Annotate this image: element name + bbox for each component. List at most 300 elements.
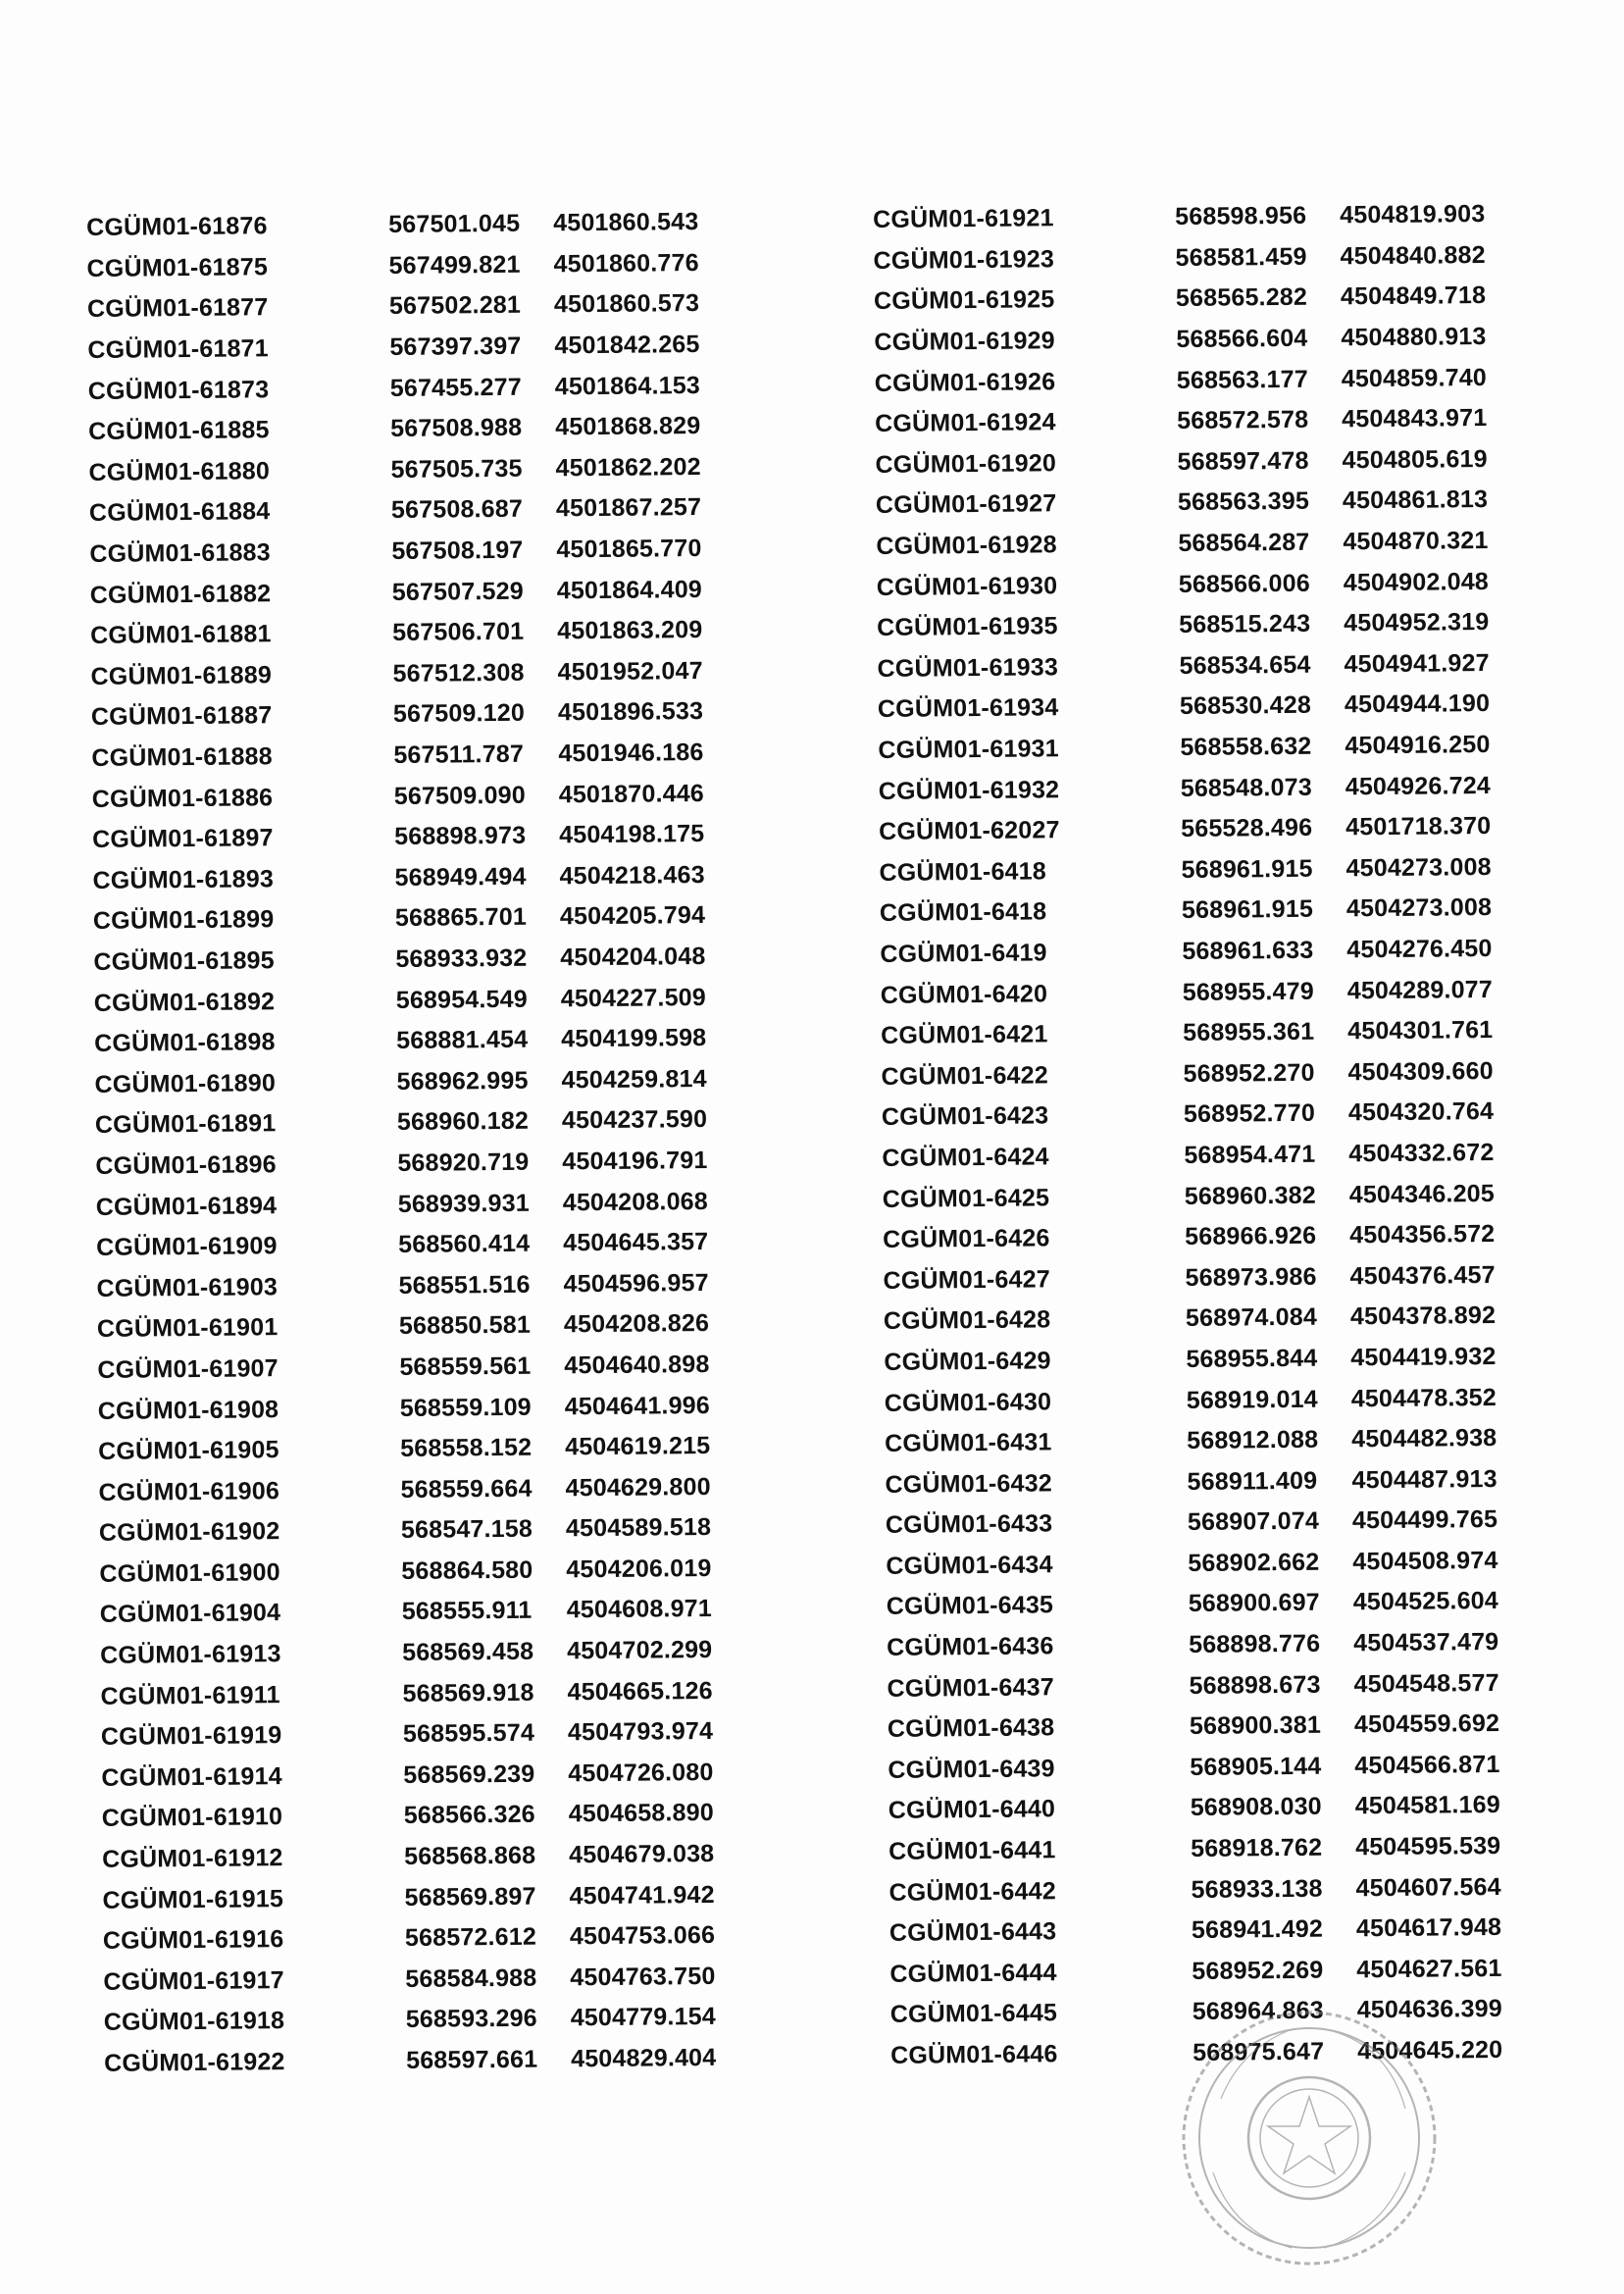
point-id-cell: CGÜM01-61923	[873, 245, 1055, 275]
x-coordinate-cell: 568566.604	[1176, 324, 1308, 354]
point-id-cell: CGÜM01-6431	[885, 1428, 1052, 1458]
point-id-cell: CGÜM01-61922	[104, 2048, 285, 2077]
point-id-cell: CGÜM01-6419	[880, 939, 1047, 968]
x-coordinate-cell: 568597.478	[1177, 446, 1309, 476]
x-coordinate-cell: 568551.516	[398, 1270, 531, 1300]
table-row	[873, 234, 1506, 281]
y-coordinate-cell: 4504273.008	[1345, 852, 1492, 883]
point-id-cell: CGÜM01-61918	[103, 2007, 285, 2037]
table-row	[876, 480, 1509, 527]
y-coordinate-cell: 4501946.186	[558, 738, 704, 768]
table-row	[97, 1344, 731, 1391]
y-coordinate-cell: 4504916.250	[1345, 730, 1491, 760]
table-row	[888, 1866, 1522, 1913]
table-row	[888, 1744, 1521, 1791]
y-coordinate-cell: 4504259.814	[561, 1064, 707, 1095]
x-coordinate-cell: 568581.459	[1175, 242, 1307, 272]
point-id-cell: CGÜM01-6437	[887, 1672, 1055, 1703]
y-coordinate-cell: 4504196.791	[562, 1146, 708, 1176]
y-coordinate-cell: 4504376.457	[1349, 1260, 1496, 1291]
y-coordinate-cell: 4501870.446	[558, 779, 705, 809]
x-coordinate-cell: 568961.915	[1181, 854, 1313, 884]
table-row	[102, 1874, 736, 1921]
y-coordinate-cell: 4504859.740	[1341, 363, 1488, 393]
point-id-cell: CGÜM01-6439	[888, 1755, 1055, 1784]
point-id-cell: CGÜM01-6440	[888, 1795, 1056, 1825]
x-coordinate-cell: 568952.770	[1183, 1099, 1316, 1129]
point-id-cell: CGÜM01-61892	[93, 987, 276, 1017]
y-coordinate-cell: 4504763.750	[570, 1962, 716, 1992]
table-row	[96, 1222, 730, 1269]
x-coordinate-cell: 568973.986	[1185, 1262, 1317, 1292]
y-coordinate-cell: 4504627.561	[1356, 1954, 1502, 1984]
table-row	[104, 2037, 737, 2084]
table-row	[87, 325, 721, 372]
table-row	[86, 242, 720, 289]
y-coordinate-cell: 4504309.660	[1347, 1056, 1494, 1087]
x-coordinate-cell: 568907.074	[1187, 1506, 1320, 1537]
x-coordinate-cell: 568865.701	[394, 903, 528, 933]
table-row	[884, 1336, 1517, 1383]
y-coordinate-cell: 4504237.590	[561, 1105, 708, 1135]
table-row	[93, 895, 727, 943]
coordinate-table-right	[873, 194, 1524, 2076]
point-id-cell: CGÜM01-6430	[884, 1387, 1052, 1417]
x-coordinate-cell: 567508.687	[390, 495, 524, 525]
x-coordinate-cell: 567511.787	[393, 739, 525, 770]
table-row	[889, 1908, 1523, 1955]
x-coordinate-cell: 568572.578	[1177, 406, 1309, 435]
table-row	[102, 1793, 736, 1840]
table-row	[90, 569, 724, 616]
table-row	[887, 1581, 1520, 1628]
y-coordinate-cell: 4504199.598	[561, 1024, 707, 1053]
table-row	[874, 317, 1507, 364]
y-coordinate-cell: 4501865.770	[556, 535, 702, 564]
x-coordinate-cell: 568960.382	[1184, 1181, 1316, 1210]
point-id-cell: CGÜM01-6443	[888, 1917, 1057, 1948]
official-seal-icon	[1162, 1991, 1456, 2285]
y-coordinate-cell: 4501860.776	[553, 248, 699, 279]
x-coordinate-cell: 568949.494	[394, 862, 527, 892]
x-coordinate-cell: 568939.931	[397, 1189, 530, 1218]
table-row	[881, 1050, 1514, 1097]
table-row	[92, 814, 726, 861]
point-id-cell: CGÜM01-61912	[102, 1844, 283, 1873]
x-coordinate-cell: 568555.911	[401, 1597, 533, 1626]
y-coordinate-cell: 4501860.543	[553, 208, 699, 237]
y-coordinate-cell: 4501864.153	[554, 371, 701, 401]
point-id-cell: CGÜM01-6446	[890, 2040, 1058, 2069]
table-row	[888, 1785, 1522, 1832]
y-coordinate-cell: 4504548.577	[1353, 1668, 1499, 1699]
x-coordinate-cell: 568933.932	[395, 943, 528, 973]
y-coordinate-cell: 4504829.404	[571, 2043, 717, 2073]
y-coordinate-cell: 4504487.913	[1351, 1464, 1497, 1495]
point-id-cell: CGÜM01-61926	[874, 367, 1056, 397]
x-coordinate-cell: 568900.381	[1189, 1710, 1322, 1741]
table-row	[883, 1254, 1516, 1301]
table-row	[91, 691, 725, 739]
y-coordinate-cell: 4504205.794	[559, 901, 706, 931]
table-row	[886, 1500, 1519, 1547]
x-coordinate-cell: 568515.243	[1179, 609, 1311, 639]
y-coordinate-cell: 4504726.080	[568, 1758, 714, 1788]
table-row	[104, 1997, 737, 2044]
y-coordinate-cell: 4504273.008	[1345, 893, 1493, 923]
x-coordinate-cell: 568933.138	[1191, 1874, 1323, 1904]
point-id-cell: CGÜM01-6444	[889, 1959, 1057, 1988]
table-row	[887, 1662, 1520, 1709]
table-row	[878, 724, 1511, 771]
point-id-cell: CGÜM01-61928	[876, 531, 1057, 561]
table-row	[878, 684, 1511, 731]
x-coordinate-cell: 568572.612	[404, 1922, 537, 1953]
point-id-cell: CGÜM01-61899	[92, 905, 275, 936]
table-row	[103, 1956, 736, 2003]
point-id-cell: CGÜM01-6418	[879, 857, 1047, 887]
x-coordinate-cell: 567509.090	[393, 781, 526, 810]
y-coordinate-cell: 4504645.357	[563, 1228, 709, 1257]
table-row	[877, 602, 1510, 649]
table-row	[94, 977, 728, 1024]
point-id-cell: CGÜM01-61931	[878, 735, 1059, 764]
x-coordinate-cell: 567508.197	[391, 535, 524, 566]
x-coordinate-cell: 568584.988	[405, 1963, 537, 1993]
table-row	[96, 1262, 730, 1309]
table-row	[87, 283, 721, 331]
y-coordinate-cell: 4504499.765	[1351, 1505, 1498, 1535]
x-coordinate-cell: 568593.296	[405, 2005, 537, 2034]
point-id-cell: CGÜM01-61921	[873, 204, 1054, 234]
point-id-cell: CGÜM01-61915	[102, 1884, 284, 1914]
point-id-cell: CGÜM01-61925	[873, 285, 1055, 316]
table-row	[103, 1915, 736, 1963]
y-coordinate-cell: 4504619.215	[565, 1432, 711, 1461]
point-id-cell: CGÜM01-6434	[886, 1551, 1053, 1580]
point-id-cell: CGÜM01-61883	[89, 538, 271, 569]
table-row	[875, 438, 1508, 485]
point-id-cell: CGÜM01-61880	[88, 457, 271, 486]
table-row	[879, 846, 1512, 893]
x-coordinate-cell: 568569.458	[402, 1637, 534, 1667]
y-coordinate-cell: 4504206.019	[566, 1554, 712, 1584]
y-coordinate-cell: 4504204.048	[560, 942, 706, 972]
x-coordinate-cell: 568864.580	[401, 1555, 533, 1585]
table-row	[100, 1630, 734, 1677]
x-coordinate-cell: 568568.868	[404, 1841, 536, 1871]
point-id-cell: CGÜM01-61916	[102, 1925, 284, 1956]
point-id-cell: CGÜM01-61889	[90, 661, 273, 690]
x-coordinate-cell: 568530.428	[1179, 691, 1312, 721]
table-row	[102, 1833, 736, 1880]
coordinate-table-left	[86, 202, 737, 2084]
x-coordinate-cell: 568900.697	[1188, 1589, 1320, 1618]
table-row	[98, 1466, 732, 1513]
table-row	[90, 650, 724, 697]
point-id-cell: CGÜM01-6425	[882, 1183, 1050, 1213]
x-coordinate-cell: 568911.409	[1187, 1466, 1318, 1496]
point-id-cell: CGÜM01-61909	[96, 1232, 278, 1262]
x-coordinate-cell: 568961.633	[1182, 936, 1314, 965]
y-coordinate-cell: 4501842.265	[554, 331, 700, 360]
x-coordinate-cell: 568952.269	[1192, 1956, 1324, 1985]
point-id-cell: CGÜM01-6424	[882, 1143, 1049, 1172]
point-id-cell: CGÜM01-61895	[93, 946, 275, 976]
y-coordinate-cell: 4504902.048	[1343, 567, 1490, 597]
table-row	[880, 888, 1513, 935]
y-coordinate-cell: 4504952.319	[1344, 608, 1490, 637]
y-coordinate-cell: 4504559.692	[1353, 1709, 1500, 1739]
x-coordinate-cell: 567507.529	[391, 577, 524, 606]
point-id-cell: CGÜM01-61885	[88, 416, 270, 446]
table-row	[89, 487, 723, 535]
point-id-cell: CGÜM01-61893	[92, 864, 275, 894]
point-id-cell: CGÜM01-6433	[885, 1509, 1053, 1540]
y-coordinate-cell: 4504289.077	[1346, 975, 1494, 1004]
table-row	[884, 1296, 1517, 1343]
y-coordinate-cell: 4504849.718	[1340, 281, 1487, 311]
x-coordinate-cell: 567509.120	[392, 699, 526, 729]
point-id-cell: CGÜM01-61935	[877, 612, 1058, 642]
x-coordinate-cell: 568850.581	[398, 1311, 532, 1341]
table-row	[98, 1426, 732, 1473]
x-coordinate-cell: 568565.282	[1175, 283, 1308, 313]
x-coordinate-cell: 567455.277	[389, 373, 522, 402]
y-coordinate-cell: 4501863.209	[557, 616, 703, 645]
y-coordinate-cell: 4504840.882	[1340, 240, 1486, 271]
y-coordinate-cell: 4504589.518	[565, 1513, 712, 1543]
y-coordinate-cell: 4504658.890	[568, 1799, 715, 1828]
table-row	[96, 1181, 730, 1228]
point-id-cell: CGÜM01-61934	[877, 693, 1059, 724]
point-id-cell: CGÜM01-6423	[881, 1101, 1049, 1132]
x-coordinate-cell: 568908.030	[1190, 1793, 1322, 1822]
point-id-cell: CGÜM01-6441	[888, 1836, 1056, 1865]
y-coordinate-cell: 4504198.175	[559, 820, 705, 849]
x-coordinate-cell: 568974.084	[1185, 1303, 1318, 1333]
x-coordinate-cell: 565528.496	[1181, 813, 1313, 843]
table-row	[89, 529, 723, 576]
point-id-cell: CGÜM01-61930	[876, 571, 1058, 601]
table-row	[93, 936, 727, 983]
x-coordinate-cell: 568941.492	[1191, 1914, 1324, 1945]
y-coordinate-cell: 4504276.450	[1346, 934, 1493, 964]
x-coordinate-cell: 568898.673	[1189, 1670, 1321, 1700]
table-row	[94, 1018, 728, 1065]
table-row	[886, 1540, 1519, 1587]
table-row	[881, 969, 1514, 1016]
point-id-cell: CGÜM01-61924	[875, 408, 1056, 438]
y-coordinate-cell: 4504843.971	[1342, 404, 1488, 433]
table-row	[882, 1092, 1515, 1139]
y-coordinate-cell: 4504645.220	[1357, 2035, 1503, 2065]
y-coordinate-cell: 4504805.619	[1342, 444, 1488, 475]
y-coordinate-cell: 4504378.892	[1349, 1301, 1497, 1331]
table-row	[887, 1622, 1520, 1669]
table-row	[883, 1173, 1516, 1220]
table-row	[98, 1385, 732, 1432]
y-coordinate-cell: 4504665.126	[567, 1676, 713, 1707]
x-coordinate-cell: 568902.662	[1188, 1548, 1320, 1577]
y-coordinate-cell: 4504525.604	[1352, 1587, 1499, 1616]
table-row	[91, 732, 725, 779]
table-row	[99, 1548, 733, 1595]
point-id-cell: CGÜM01-61911	[100, 1680, 280, 1710]
point-id-cell: CGÜM01-61929	[874, 327, 1055, 357]
y-coordinate-cell: 4504508.974	[1352, 1546, 1498, 1576]
x-coordinate-cell: 568961.915	[1181, 895, 1314, 925]
point-id-cell: CGÜM01-61897	[92, 824, 274, 854]
point-id-cell: CGÜM01-6422	[881, 1061, 1049, 1091]
x-coordinate-cell: 568559.664	[400, 1474, 533, 1504]
x-coordinate-cell: 568569.897	[404, 1882, 536, 1912]
table-row	[875, 357, 1508, 404]
y-coordinate-cell: 4501867.257	[555, 493, 702, 523]
table-row	[874, 276, 1507, 323]
x-coordinate-cell: 568898.973	[394, 821, 527, 851]
y-coordinate-cell: 4504753.066	[569, 1921, 716, 1951]
table-row	[86, 202, 720, 249]
y-coordinate-cell: 4504566.871	[1354, 1750, 1500, 1780]
point-id-cell: CGÜM01-61905	[98, 1436, 279, 1466]
y-coordinate-cell: 4504581.169	[1354, 1791, 1501, 1820]
y-coordinate-cell: 4504478.352	[1350, 1383, 1497, 1412]
table-row	[879, 765, 1512, 812]
x-coordinate-cell: 568905.144	[1190, 1752, 1322, 1781]
table-row	[883, 1214, 1516, 1261]
x-coordinate-cell: 568918.762	[1191, 1833, 1323, 1863]
point-id-cell: CGÜM01-6418	[879, 897, 1047, 928]
y-coordinate-cell: 4504819.903	[1340, 200, 1486, 229]
y-coordinate-cell: 4504641.996	[564, 1391, 711, 1420]
x-coordinate-cell: 567501.045	[388, 210, 521, 239]
table-row	[88, 365, 722, 412]
x-coordinate-cell: 568560.414	[398, 1229, 531, 1259]
x-coordinate-cell: 568563.395	[1177, 487, 1310, 517]
point-id-cell: CGÜM01-61886	[91, 783, 274, 813]
point-id-cell: CGÜM01-61902	[98, 1517, 280, 1548]
x-coordinate-cell: 568962.995	[396, 1066, 529, 1096]
y-coordinate-cell: 4504537.479	[1353, 1628, 1499, 1657]
y-coordinate-cell: 4504208.068	[562, 1187, 709, 1216]
x-coordinate-cell: 567502.281	[388, 291, 522, 321]
point-id-cell: CGÜM01-61898	[94, 1028, 276, 1058]
table-row	[879, 806, 1512, 853]
point-id-cell: CGÜM01-61932	[878, 775, 1060, 805]
x-coordinate-cell: 568566.326	[403, 1801, 535, 1830]
point-id-cell: CGÜM01-6429	[884, 1347, 1051, 1376]
point-id-cell: CGÜM01-6427	[883, 1265, 1051, 1295]
y-coordinate-cell: 4504870.321	[1343, 527, 1489, 556]
y-coordinate-cell: 4504218.463	[559, 860, 705, 891]
table-row	[99, 1507, 733, 1555]
point-id-cell: CGÜM01-6442	[888, 1876, 1057, 1907]
x-coordinate-cell: 567512.308	[392, 658, 525, 688]
point-id-cell: CGÜM01-61890	[94, 1068, 277, 1098]
x-coordinate-cell: 567508.988	[390, 414, 523, 443]
point-id-cell: CGÜM01-61908	[97, 1395, 279, 1425]
point-id-cell: CGÜM01-61914	[101, 1762, 282, 1792]
y-coordinate-cell: 4504419.932	[1350, 1342, 1497, 1372]
point-id-cell: CGÜM01-61903	[96, 1272, 279, 1302]
x-coordinate-cell: 568912.088	[1187, 1425, 1319, 1455]
y-coordinate-cell: 4501718.370	[1345, 812, 1492, 841]
table-row	[877, 642, 1510, 689]
y-coordinate-cell: 4501864.409	[556, 575, 703, 605]
table-row	[881, 1010, 1514, 1057]
point-id-cell: CGÜM01-61873	[87, 375, 270, 405]
table-row	[885, 1458, 1518, 1505]
y-coordinate-cell: 4504861.813	[1342, 485, 1489, 515]
table-row	[88, 406, 722, 453]
y-coordinate-cell: 4504679.038	[569, 1839, 715, 1869]
y-coordinate-cell: 4501860.573	[553, 289, 700, 319]
y-coordinate-cell: 4501868.829	[555, 412, 701, 441]
point-id-cell: CGÜM01-6438	[887, 1713, 1055, 1744]
point-id-cell: CGÜM01-61881	[90, 620, 272, 650]
y-coordinate-cell: 4504926.724	[1345, 771, 1492, 801]
point-id-cell: CGÜM01-61907	[97, 1354, 279, 1384]
y-coordinate-cell: 4504332.672	[1348, 1138, 1495, 1168]
y-coordinate-cell: 4504636.399	[1356, 1995, 1503, 2024]
point-id-cell: CGÜM01-6426	[883, 1224, 1050, 1254]
table-row	[889, 1948, 1523, 1995]
point-id-cell: CGÜM01-61877	[86, 293, 269, 324]
x-coordinate-cell: 568955.479	[1182, 977, 1314, 1006]
point-id-cell: CGÜM01-61933	[877, 653, 1059, 683]
x-coordinate-cell: 568954.549	[395, 985, 528, 1014]
point-id-cell: CGÜM01-61896	[95, 1150, 277, 1180]
y-coordinate-cell: 4504607.564	[1355, 1872, 1501, 1902]
y-coordinate-cell: 4501896.533	[557, 697, 704, 727]
table-row	[92, 854, 726, 901]
table-row	[97, 1303, 731, 1351]
point-id-cell: CGÜM01-61920	[875, 449, 1057, 479]
x-coordinate-cell: 568966.926	[1185, 1221, 1317, 1251]
y-coordinate-cell: 4501862.202	[555, 452, 701, 483]
x-coordinate-cell: 568548.073	[1180, 773, 1312, 802]
y-coordinate-cell: 4504595.539	[1355, 1831, 1501, 1861]
table-row	[876, 521, 1509, 568]
point-id-cell: CGÜM01-6445	[889, 1999, 1058, 2029]
y-coordinate-cell: 4504208.826	[563, 1309, 710, 1339]
point-id-cell: CGÜM01-61904	[99, 1599, 281, 1629]
point-id-cell: CGÜM01-62027	[879, 816, 1060, 846]
y-coordinate-cell: 4504320.764	[1347, 1097, 1495, 1127]
point-id-cell: CGÜM01-61887	[90, 701, 273, 732]
y-coordinate-cell: 4501952.047	[557, 656, 703, 687]
y-coordinate-cell: 4504356.572	[1349, 1220, 1496, 1249]
point-id-cell: CGÜM01-61894	[95, 1191, 278, 1221]
point-id-cell: CGÜM01-61901	[96, 1313, 279, 1344]
table-row	[94, 1058, 728, 1105]
point-id-cell: CGÜM01-61917	[103, 1965, 284, 1996]
x-coordinate-cell: 568975.647	[1193, 2037, 1325, 2066]
x-coordinate-cell: 567397.397	[389, 331, 522, 362]
point-id-cell: CGÜM01-6435	[886, 1591, 1054, 1621]
y-coordinate-cell: 4504596.957	[563, 1268, 709, 1299]
table-row	[880, 928, 1513, 975]
x-coordinate-cell: 568598.956	[1175, 202, 1307, 231]
table-row	[885, 1418, 1518, 1465]
point-id-cell: CGÜM01-61927	[875, 489, 1057, 520]
y-coordinate-cell: 4504629.800	[565, 1472, 711, 1503]
table-row	[877, 561, 1510, 608]
point-id-cell: CGÜM01-61891	[94, 1109, 277, 1140]
y-coordinate-cell: 4504702.299	[567, 1636, 713, 1665]
point-id-cell: CGÜM01-61906	[98, 1476, 280, 1506]
